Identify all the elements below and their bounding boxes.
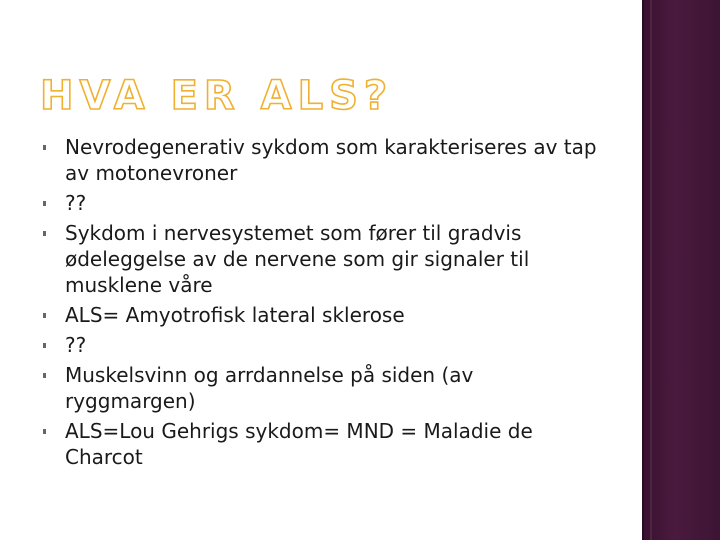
bullet-text: ALS=Lou Gehrigs sykdom= MND = Maladie de Charcot (65, 419, 533, 469)
bullet-text: ALS= Amyotrofisk lateral sklerose (65, 303, 405, 327)
bullet-item (40, 190, 600, 216)
bullet-icon (43, 343, 46, 348)
bullet-item (40, 302, 600, 328)
bullet-icon (43, 313, 46, 318)
bullet-icon (43, 231, 46, 236)
bullet-item (40, 332, 600, 358)
bullet-text: Nevrodegenerativ sykdom som karakteriseres av tap av motonevroner (65, 135, 597, 185)
bullet-item (40, 220, 600, 298)
bullet-item (40, 362, 600, 414)
bullet-icon (43, 201, 46, 206)
bullet-list (40, 134, 600, 474)
bullet-icon (43, 145, 46, 150)
bullet-icon (43, 429, 46, 434)
bullet-item (40, 418, 600, 470)
bullet-text: Sykdom i nervesystemet som fører til gradvis ødeleggelse av de nervene som gir signaler til musklene våre (65, 221, 530, 297)
bullet-item (40, 134, 600, 186)
slide-title: HVA ER ALS? (40, 73, 394, 119)
decorative-side-panel (642, 0, 720, 540)
bullet-icon (43, 373, 46, 378)
bullet-text: ?? (65, 333, 87, 357)
bullet-text: ?? (65, 191, 87, 215)
bullet-text: Muskelsvinn og arrdannelse på siden (av ryggmargen) (65, 363, 474, 413)
